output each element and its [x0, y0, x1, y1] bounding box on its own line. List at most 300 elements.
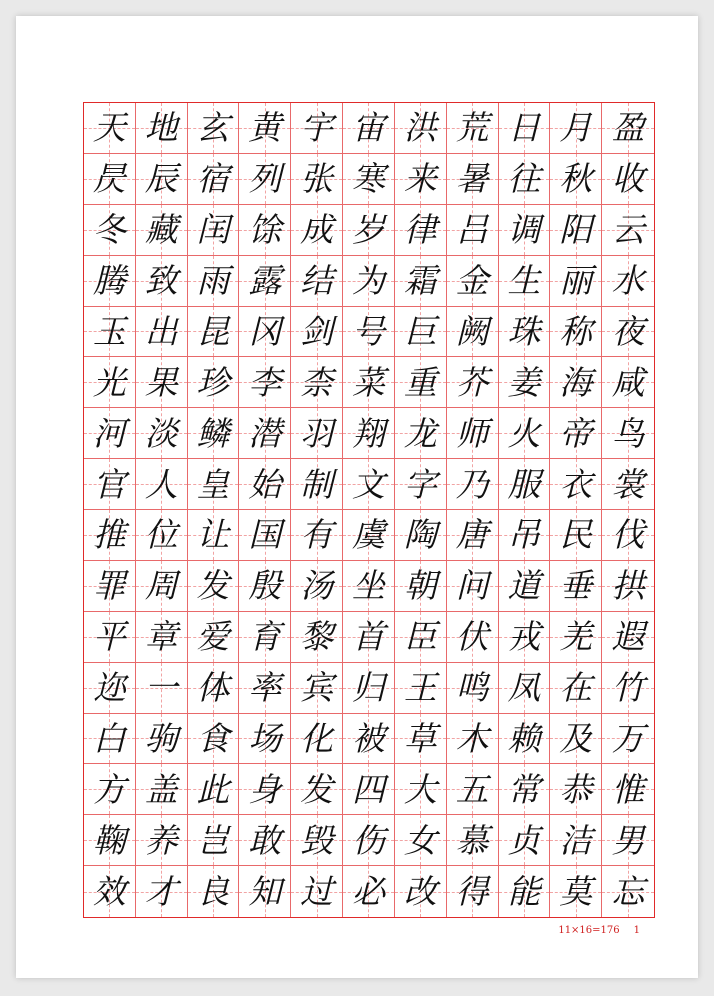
grid-cell [447, 663, 499, 714]
grid-cell [550, 256, 602, 307]
grid-character: 罪 [92, 566, 126, 606]
grid-character: 四 [351, 769, 385, 809]
grid-character: 发 [196, 566, 230, 606]
grid-character: 师 [455, 413, 489, 453]
grid-cell [343, 663, 395, 714]
grid-character: 辰 [144, 159, 178, 199]
grid-cell [395, 510, 447, 561]
grid-cell [447, 256, 499, 307]
grid-cell [291, 154, 343, 205]
grid-character: 才 [144, 872, 178, 912]
grid-character: 阙 [455, 311, 489, 351]
grid-character: 迩 [92, 668, 126, 708]
grid-character: 姜 [507, 362, 541, 402]
grid-cell [395, 357, 447, 408]
grid-cell [499, 459, 551, 510]
grid-cell [447, 815, 499, 866]
grid-character: 殷 [248, 566, 282, 606]
grid-character: 戎 [507, 617, 541, 657]
grid-cell [602, 815, 654, 866]
grid-cell [395, 408, 447, 459]
grid-character: 光 [92, 362, 126, 402]
grid-character: 制 [300, 464, 334, 504]
paper-sheet [16, 16, 698, 978]
grid-character: 来 [403, 159, 437, 199]
grid-cell [343, 154, 395, 205]
grid-cell [499, 714, 551, 765]
grid-character: 得 [455, 872, 489, 912]
grid-cell [291, 764, 343, 815]
grid-character: 雨 [196, 261, 230, 301]
grid-cell [343, 256, 395, 307]
grid-cell [84, 459, 136, 510]
grid-character: 宾 [300, 668, 334, 708]
grid-character: 唐 [455, 515, 489, 555]
grid-character: 伏 [455, 617, 489, 657]
grid-cell [239, 103, 291, 154]
grid-cell [84, 815, 136, 866]
grid-character: 改 [403, 872, 437, 912]
grid-character: 重 [403, 362, 437, 402]
grid-character: 剑 [300, 311, 334, 351]
grid-cell [343, 764, 395, 815]
grid-cell [602, 103, 654, 154]
grid-character: 宿 [196, 159, 230, 199]
grid-character: 吊 [507, 515, 541, 555]
grid-cell [395, 103, 447, 154]
grid-cell [499, 561, 551, 612]
grid-character: 张 [300, 159, 334, 199]
grid-character: 有 [300, 515, 334, 555]
grid-character: 木 [455, 718, 489, 758]
grid-character: 一 [144, 668, 178, 708]
grid-character: 天 [92, 108, 126, 148]
grid-cell [499, 103, 551, 154]
grid-cell [291, 714, 343, 765]
grid-cell [291, 815, 343, 866]
grid-character: 慕 [455, 820, 489, 860]
grid-cell [136, 205, 188, 256]
grid-character: 阳 [559, 210, 593, 250]
grid-character: 致 [144, 261, 178, 301]
grid-character: 丽 [559, 261, 593, 301]
grid-character: 必 [351, 872, 385, 912]
grid-cell [239, 714, 291, 765]
grid-cell [188, 307, 240, 358]
grid-character: 成 [300, 210, 334, 250]
grid-cell [343, 612, 395, 663]
grid-cell [602, 510, 654, 561]
grid-cell [343, 866, 395, 917]
grid-character: 身 [248, 769, 282, 809]
grid-cell [188, 714, 240, 765]
grid-cell [395, 815, 447, 866]
grid-character: 鳞 [196, 413, 230, 453]
grid-cell [550, 103, 602, 154]
grid-character: 李 [248, 362, 282, 402]
grid-character: 毁 [300, 820, 334, 860]
grid-cell [499, 307, 551, 358]
grid-cell [291, 866, 343, 917]
grid-character: 爱 [196, 617, 230, 657]
grid-cell [136, 256, 188, 307]
grid-cell [447, 408, 499, 459]
grid-cell [499, 357, 551, 408]
grid-cell [188, 103, 240, 154]
grid-character: 盈 [611, 108, 645, 148]
grid-cell [84, 103, 136, 154]
grid-character: 月 [559, 108, 593, 148]
grid-cell [602, 866, 654, 917]
grid-cell [447, 205, 499, 256]
grid-cell [188, 866, 240, 917]
grid-cell [602, 663, 654, 714]
grid-character: 柰 [300, 362, 334, 402]
grid-character: 伤 [351, 820, 385, 860]
grid-character: 凤 [507, 668, 541, 708]
grid-character: 方 [92, 769, 126, 809]
grid-cell [239, 307, 291, 358]
grid-cell [84, 408, 136, 459]
grid-cell [188, 663, 240, 714]
grid-character: 五 [455, 769, 489, 809]
grid-character: 女 [403, 820, 437, 860]
grid-character: 海 [559, 362, 593, 402]
grid-character: 玉 [92, 311, 126, 351]
grid-character: 伐 [611, 515, 645, 555]
grid-character: 咸 [611, 362, 645, 402]
grid-cell [291, 612, 343, 663]
grid-character: 发 [300, 769, 334, 809]
grid-cell [84, 256, 136, 307]
grid-character: 果 [144, 362, 178, 402]
grid-cell [602, 256, 654, 307]
grid-cell [343, 815, 395, 866]
grid-character: 惟 [611, 769, 645, 809]
grid-cell [395, 307, 447, 358]
grid-cell [188, 764, 240, 815]
grid-cell [84, 764, 136, 815]
grid-cell [188, 459, 240, 510]
grid-cell [239, 357, 291, 408]
grid-cell [550, 459, 602, 510]
grid-cell [447, 866, 499, 917]
grid-character: 忘 [611, 872, 645, 912]
grid-character: 帝 [559, 413, 593, 453]
grid-character: 遐 [611, 617, 645, 657]
grid-character: 常 [507, 769, 541, 809]
grid-character: 宇 [300, 108, 334, 148]
grid-character: 寒 [351, 159, 385, 199]
grid-character: 白 [92, 718, 126, 758]
grid-cell [84, 561, 136, 612]
grid-cell [499, 663, 551, 714]
grid-character: 陶 [403, 515, 437, 555]
grid-cell [84, 357, 136, 408]
grid-character: 水 [611, 261, 645, 301]
grid-cell [550, 663, 602, 714]
grid-character: 洁 [559, 820, 593, 860]
grid-cell [136, 764, 188, 815]
grid-character: 地 [144, 108, 178, 148]
grid-character: 及 [559, 718, 593, 758]
grid-character: 律 [403, 210, 437, 250]
grid-character: 珍 [196, 362, 230, 402]
grid-cell [602, 764, 654, 815]
grid-character: 龙 [403, 413, 437, 453]
grid-cell [188, 357, 240, 408]
grid-character: 被 [351, 718, 385, 758]
grid-cell [550, 764, 602, 815]
grid-cell [395, 154, 447, 205]
grid-cell [188, 815, 240, 866]
grid-cell [602, 307, 654, 358]
grid-character: 大 [403, 769, 437, 809]
grid-cell [499, 510, 551, 561]
grid-character: 乃 [455, 464, 489, 504]
grid-character: 羌 [559, 617, 593, 657]
grid-cell [291, 459, 343, 510]
grid-character: 云 [611, 210, 645, 250]
grid-cell [550, 307, 602, 358]
grid-character: 首 [351, 617, 385, 657]
grid-character: 昃 [92, 159, 126, 199]
grid-cell [84, 866, 136, 917]
sheet-footer [558, 925, 640, 936]
practice-grid [83, 102, 655, 918]
grid-character: 羽 [300, 413, 334, 453]
grid-cell [239, 866, 291, 917]
grid-character: 推 [92, 515, 126, 555]
grid-cell [188, 408, 240, 459]
grid-character: 过 [300, 872, 334, 912]
grid-character: 洪 [403, 108, 437, 148]
grid-character: 冬 [92, 210, 126, 250]
grid-character: 敢 [248, 820, 282, 860]
grid-count-label: 11×16=176 [558, 925, 620, 936]
grid-character: 场 [248, 718, 282, 758]
grid-character: 官 [92, 464, 126, 504]
grid-character: 称 [559, 311, 593, 351]
grid-character: 腾 [92, 261, 126, 301]
grid-character: 服 [507, 464, 541, 504]
grid-cell [550, 205, 602, 256]
grid-cell [84, 663, 136, 714]
grid-cell [447, 307, 499, 358]
grid-character: 馀 [248, 210, 282, 250]
grid-cell [188, 154, 240, 205]
grid-character: 收 [611, 159, 645, 199]
grid-cell [550, 815, 602, 866]
grid-character: 莫 [559, 872, 593, 912]
grid-character: 始 [248, 464, 282, 504]
grid-cell [84, 307, 136, 358]
grid-cell [602, 612, 654, 663]
grid-character: 朝 [403, 566, 437, 606]
grid-cell [343, 205, 395, 256]
grid-cell [239, 815, 291, 866]
grid-cell [395, 714, 447, 765]
grid-cell [550, 866, 602, 917]
grid-cell [343, 307, 395, 358]
grid-cell [602, 459, 654, 510]
grid-character: 在 [559, 668, 593, 708]
grid-cell [291, 663, 343, 714]
grid-character: 黄 [248, 108, 282, 148]
grid-character: 鸟 [611, 413, 645, 453]
grid-character: 列 [248, 159, 282, 199]
grid-character: 育 [248, 617, 282, 657]
grid-character: 周 [144, 566, 178, 606]
grid-cell [499, 866, 551, 917]
grid-cell [550, 408, 602, 459]
grid-cell [188, 510, 240, 561]
grid-cell [602, 154, 654, 205]
grid-cell [395, 256, 447, 307]
grid-cell [291, 256, 343, 307]
grid-cell [136, 357, 188, 408]
grid-character: 万 [611, 718, 645, 758]
grid-cell [447, 459, 499, 510]
grid-cell [343, 357, 395, 408]
grid-character: 宙 [351, 108, 385, 148]
grid-character: 出 [144, 311, 178, 351]
grid-cell [291, 561, 343, 612]
grid-cell [343, 408, 395, 459]
grid-character: 翔 [351, 413, 385, 453]
grid-cell [291, 510, 343, 561]
grid-character: 冈 [248, 311, 282, 351]
grid-cell [188, 205, 240, 256]
grid-character: 为 [351, 261, 385, 301]
grid-cell [343, 459, 395, 510]
grid-cell [239, 510, 291, 561]
grid-character: 日 [507, 108, 541, 148]
grid-cell [395, 459, 447, 510]
grid-character: 字 [403, 464, 437, 504]
grid-character: 号 [351, 311, 385, 351]
grid-cell [447, 561, 499, 612]
grid-cell [188, 612, 240, 663]
grid-character: 体 [196, 668, 230, 708]
grid-cell [602, 205, 654, 256]
grid-cell [188, 256, 240, 307]
grid-character: 鸣 [455, 668, 489, 708]
grid-character: 让 [196, 515, 230, 555]
grid-cell [84, 154, 136, 205]
grid-cell [395, 561, 447, 612]
grid-character: 竹 [611, 668, 645, 708]
grid-cell [550, 714, 602, 765]
grid-cell [343, 714, 395, 765]
grid-character: 衣 [559, 464, 593, 504]
grid-character: 结 [300, 261, 334, 301]
grid-character: 赖 [507, 718, 541, 758]
grid-cell [239, 408, 291, 459]
grid-cell [84, 612, 136, 663]
grid-character: 鞠 [92, 820, 126, 860]
grid-cell [447, 612, 499, 663]
grid-character: 民 [559, 515, 593, 555]
grid-cell [291, 307, 343, 358]
grid-character: 男 [611, 820, 645, 860]
grid-cell [395, 866, 447, 917]
grid-character: 道 [507, 566, 541, 606]
grid-cell [136, 459, 188, 510]
grid-character: 往 [507, 159, 541, 199]
grid-character: 芥 [455, 362, 489, 402]
grid-cell [447, 103, 499, 154]
grid-cell [291, 357, 343, 408]
grid-cell [136, 561, 188, 612]
grid-cell [291, 408, 343, 459]
grid-character: 霜 [403, 261, 437, 301]
grid-character: 珠 [507, 311, 541, 351]
grid-character: 效 [92, 872, 126, 912]
grid-cell [447, 714, 499, 765]
grid-character: 生 [507, 261, 541, 301]
grid-character: 养 [144, 820, 178, 860]
grid-character: 贞 [507, 820, 541, 860]
grid-cell [395, 205, 447, 256]
grid-cell [550, 612, 602, 663]
grid-cell [395, 764, 447, 815]
grid-cell [239, 459, 291, 510]
grid-character: 岂 [196, 820, 230, 860]
grid-character: 能 [507, 872, 541, 912]
grid-character: 荒 [455, 108, 489, 148]
grid-character: 昆 [196, 311, 230, 351]
grid-cell [136, 866, 188, 917]
grid-character: 化 [300, 718, 334, 758]
grid-cell [239, 154, 291, 205]
grid-character: 裳 [611, 464, 645, 504]
grid-cell [550, 561, 602, 612]
grid-cell [136, 612, 188, 663]
grid-character: 文 [351, 464, 385, 504]
grid-character: 露 [248, 261, 282, 301]
grid-cell [602, 357, 654, 408]
grid-cell [239, 663, 291, 714]
grid-cell [550, 510, 602, 561]
grid-cell [343, 561, 395, 612]
grid-cell [136, 408, 188, 459]
grid-cell [499, 205, 551, 256]
grid-cell [136, 510, 188, 561]
grid-character: 金 [455, 261, 489, 301]
grid-character: 火 [507, 413, 541, 453]
grid-character: 秋 [559, 159, 593, 199]
grid-character: 巨 [403, 311, 437, 351]
grid-character: 恭 [559, 769, 593, 809]
grid-character: 知 [248, 872, 282, 912]
grid-character: 调 [507, 210, 541, 250]
grid-character: 拱 [611, 566, 645, 606]
grid-character: 淡 [144, 413, 178, 453]
grid-character: 河 [92, 413, 126, 453]
grid-cell [395, 663, 447, 714]
grid-character: 草 [403, 718, 437, 758]
grid-cell [84, 714, 136, 765]
grid-character: 岁 [351, 210, 385, 250]
grid-cell [136, 103, 188, 154]
grid-character: 闰 [196, 210, 230, 250]
grid-cell [239, 612, 291, 663]
grid-character: 驹 [144, 718, 178, 758]
grid-cell [499, 256, 551, 307]
grid-cell [602, 408, 654, 459]
grid-cell [602, 714, 654, 765]
